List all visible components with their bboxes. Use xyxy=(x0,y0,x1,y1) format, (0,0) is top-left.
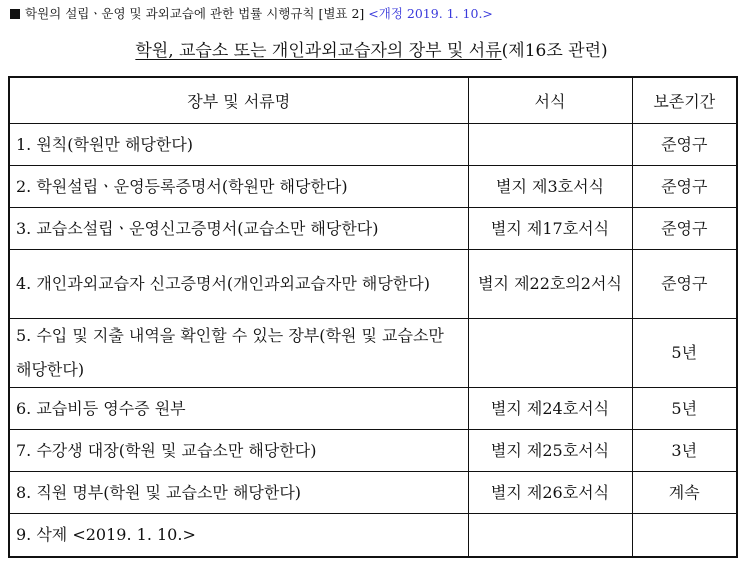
form-number xyxy=(468,124,632,166)
title-main: 학원, 교습소 또는 개인과외교습자의 장부 및 서류 xyxy=(135,41,502,61)
header-document-name: 장부 및 서류명 xyxy=(9,77,468,124)
law-header xyxy=(10,4,493,24)
form-number xyxy=(468,514,632,558)
retention-period xyxy=(632,514,737,558)
retention-period: 계속 xyxy=(632,472,737,514)
document-name: 9. 삭제 <2019. 1. 10.> xyxy=(9,514,468,558)
law-reference: 학원의 설립ㆍ운영 및 과외교습에 관한 법률 시행규칙 [별표 2] xyxy=(25,6,365,21)
document-name: 5. 수입 및 지출 내역을 확인할 수 있는 장부(학원 및 교습소만 해당한다) xyxy=(9,319,468,388)
table-row xyxy=(9,430,737,472)
form-number: 별지 제17호서식 xyxy=(468,208,632,250)
table-row xyxy=(9,319,737,388)
form-number: 별지 제24호서식 xyxy=(468,388,632,430)
amendment-date: <개정 2019. 1. 10.> xyxy=(368,6,493,21)
form-number: 별지 제25호서식 xyxy=(468,430,632,472)
retention-period: 5년 xyxy=(632,319,737,388)
table-row xyxy=(9,250,737,319)
retention-period: 5년 xyxy=(632,388,737,430)
form-number: 별지 제22호의2서식 xyxy=(468,250,632,319)
document-name: 8. 직원 명부(학원 및 교습소만 해당한다) xyxy=(9,472,468,514)
black-square-icon xyxy=(10,9,20,19)
table-header-row xyxy=(9,77,737,124)
title-suffix: (제16조 관련) xyxy=(501,41,608,61)
document-name: 3. 교습소설립ㆍ운영신고증명서(교습소만 해당한다) xyxy=(9,208,468,250)
document-title xyxy=(0,38,743,64)
header-retention-period: 보존기간 xyxy=(632,77,737,124)
records-table xyxy=(8,76,738,558)
document-name: 2. 학원설립ㆍ운영등록증명서(학원만 해당한다) xyxy=(9,166,468,208)
document-name: 7. 수강생 대장(학원 및 교습소만 해당한다) xyxy=(9,430,468,472)
retention-period: 준영구 xyxy=(632,124,737,166)
table-row xyxy=(9,208,737,250)
header-form: 서식 xyxy=(468,77,632,124)
table-row xyxy=(9,166,737,208)
document-name: 1. 원칙(학원만 해당한다) xyxy=(9,124,468,166)
table-row xyxy=(9,514,737,558)
table-row xyxy=(9,124,737,166)
table-row xyxy=(9,388,737,430)
retention-period: 준영구 xyxy=(632,166,737,208)
document-name: 6. 교습비등 영수증 원부 xyxy=(9,388,468,430)
retention-period: 3년 xyxy=(632,430,737,472)
retention-period: 준영구 xyxy=(632,208,737,250)
table-row xyxy=(9,472,737,514)
retention-period: 준영구 xyxy=(632,250,737,319)
form-number: 별지 제3호서식 xyxy=(468,166,632,208)
form-number xyxy=(468,319,632,388)
document-name: 4. 개인과외교습자 신고증명서(개인과외교습자만 해당한다) xyxy=(9,250,468,319)
form-number: 별지 제26호서식 xyxy=(468,472,632,514)
